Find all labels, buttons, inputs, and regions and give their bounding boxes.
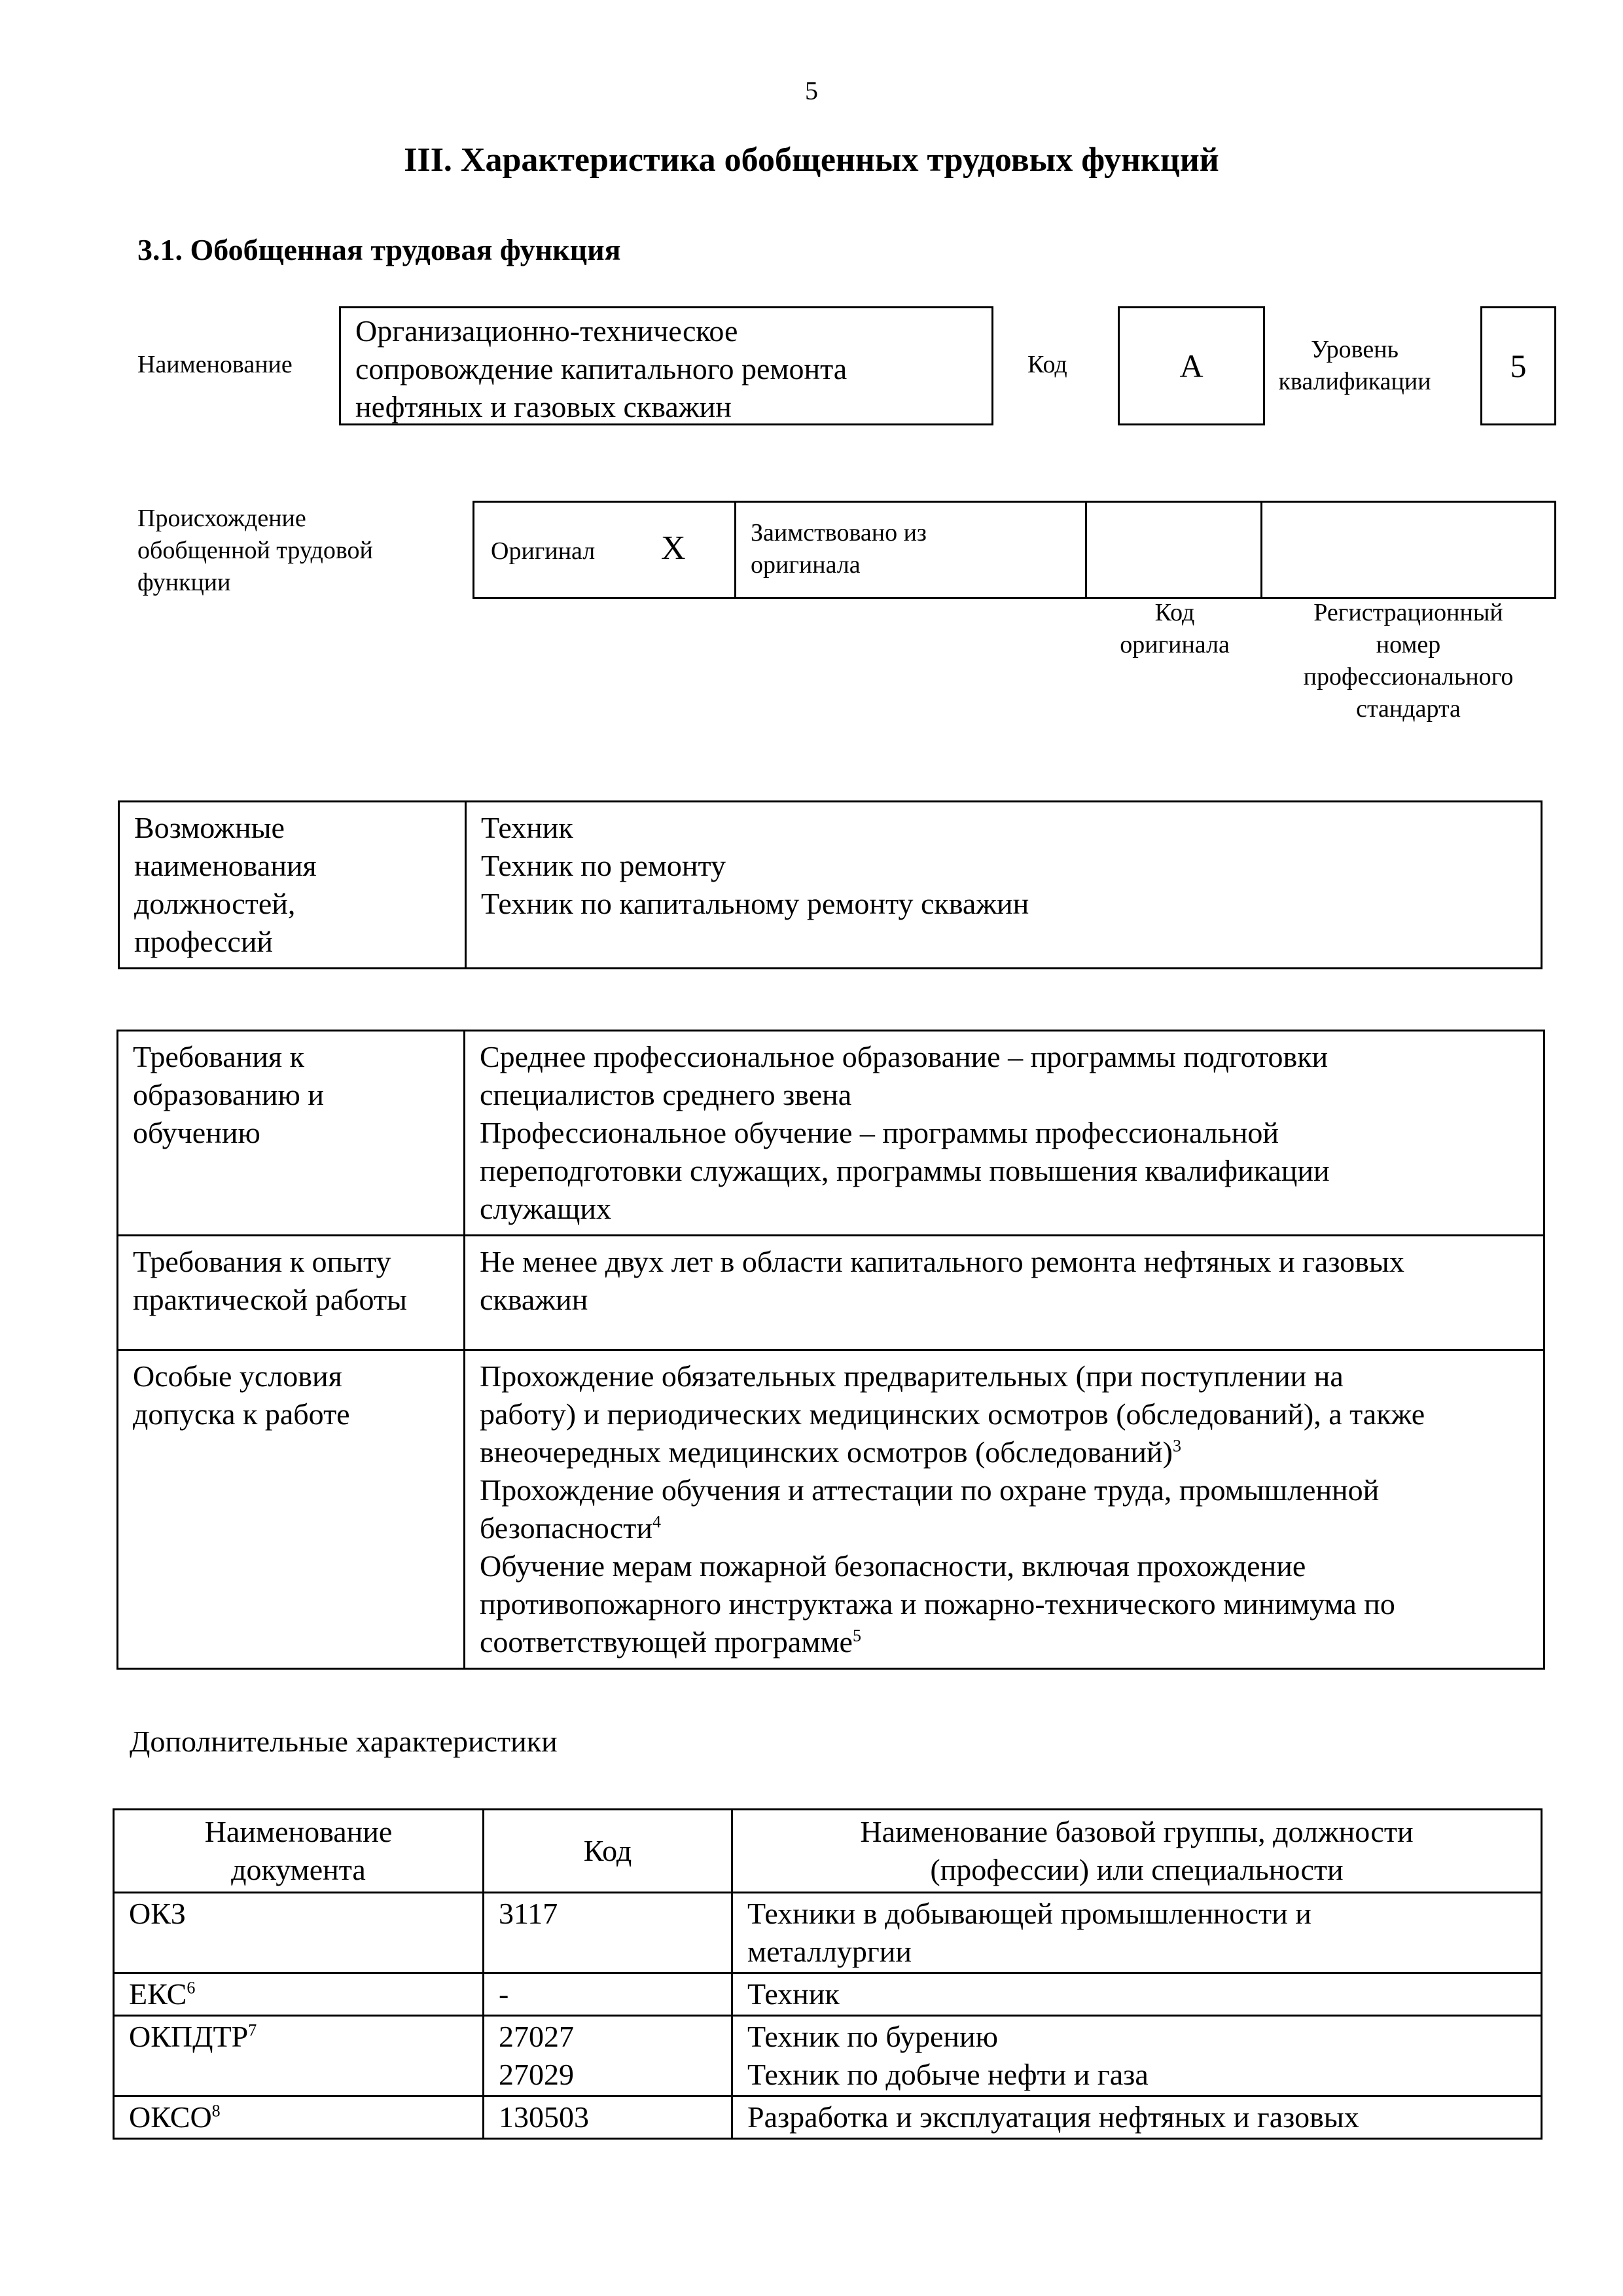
header-line: Наименование — [204, 1815, 393, 1848]
caption-line: Код — [1154, 599, 1195, 626]
value-line: противопожарного инструктажа и пожарно-технического минимума по — [480, 1587, 1395, 1621]
requirement-label — [118, 1350, 465, 1669]
header-doc — [114, 1810, 484, 1893]
table-header-row — [114, 1810, 1542, 1893]
code-value: А — [1118, 306, 1265, 425]
header-line: документа — [231, 1853, 366, 1886]
borrowed-cell — [736, 503, 1087, 597]
name-cell: Техник — [732, 1973, 1542, 2016]
label-line: практической работы — [133, 1283, 407, 1316]
code-label: Код — [1027, 351, 1067, 378]
positions-label-line: профессий — [134, 925, 274, 958]
value-line: соответствующей программе — [480, 1625, 853, 1659]
borrowed-label-line: оригинала — [751, 551, 861, 579]
caption-line: оригинала — [1120, 631, 1230, 658]
doc-cell: ОКЗ — [114, 1893, 484, 1973]
footnote-ref: 4 — [652, 1512, 662, 1532]
reg-number-caption — [1260, 597, 1556, 725]
position-item: Техник по ремонту — [481, 849, 726, 882]
table-row — [118, 1031, 1544, 1236]
caption-line: профессионального — [1303, 663, 1514, 691]
name-cell: Разработка и эксплуатация нефтяных и газовых — [732, 2096, 1542, 2139]
origin-label-line: обобщенной трудовой — [137, 537, 373, 564]
table-row — [114, 1893, 1542, 1973]
table-row — [114, 1973, 1542, 2016]
label-line: Требования к — [133, 1040, 304, 1073]
requirement-label — [118, 1236, 465, 1350]
position-item: Техник — [481, 811, 573, 844]
level-label-line: Уровень — [1311, 336, 1399, 363]
code-original-cell — [1087, 503, 1262, 597]
footnote-ref: 5 — [852, 1626, 861, 1645]
subsection-title: 3.1. Обобщенная трудовая функция — [137, 233, 621, 266]
caption-line: Регистрационный — [1313, 599, 1503, 626]
origin-label-line: функции — [137, 569, 231, 596]
reg-number-cell — [1262, 503, 1554, 597]
level-label — [1270, 334, 1440, 398]
additional-title: Дополнительные характеристики — [130, 1725, 558, 1758]
label-line: Требования к опыту — [133, 1245, 391, 1278]
positions-list — [466, 802, 1542, 969]
caption-line: стандарта — [1356, 695, 1461, 723]
header-line: Наименование базовой группы, должности — [860, 1815, 1414, 1848]
name-cell: Техник по бурению Техник по добыче нефти и газа — [732, 2016, 1542, 2096]
positions-label-line: должностей, — [134, 887, 296, 920]
level-label-line: квалификации — [1278, 368, 1431, 395]
header-line: (профессии) или специальности — [930, 1853, 1344, 1886]
function-name-line: Организационно-техническое — [355, 314, 738, 348]
function-name-box — [339, 306, 993, 425]
label-line: допуска к работе — [133, 1397, 350, 1431]
requirement-value — [465, 1236, 1544, 1350]
name-label: Наименование — [137, 351, 293, 378]
additional-table — [113, 1808, 1543, 2140]
label-line: обучению — [133, 1116, 260, 1149]
requirements-table — [116, 1030, 1545, 1670]
positions-label-line: Возможные — [134, 811, 285, 844]
page-number: 5 — [805, 76, 818, 105]
origin-label-line: Происхождение — [137, 505, 306, 532]
doc-cell: ЕКС$^6$ — [114, 1973, 484, 2016]
level-value: 5 — [1480, 306, 1556, 425]
table-row — [118, 1236, 1544, 1350]
positions-label-line: наименования — [134, 849, 317, 882]
table-row — [114, 2096, 1542, 2139]
doc-cell: ОКПДТР$^7$ — [114, 2016, 484, 2096]
value-line: скважин — [480, 1283, 588, 1316]
origin-table — [473, 501, 1556, 599]
footnote-ref: 3 — [1173, 1436, 1181, 1456]
original-cell — [474, 503, 736, 597]
value-line: Не менее двух лет в области капитального ремонта нефтяных и газовых — [480, 1245, 1404, 1278]
function-name-line: нефтяных и газовых скважин — [355, 390, 732, 423]
value-line: Прохождение обязательных предварительных (при поступлении на — [480, 1359, 1344, 1393]
value-line: Среднее профессиональное образование – программы подготовки — [480, 1040, 1329, 1073]
requirement-value — [465, 1350, 1544, 1669]
requirement-value — [465, 1031, 1544, 1236]
value-line: Прохождение обучения и аттестации по охране труда, промышленной — [480, 1473, 1380, 1507]
header-group — [732, 1810, 1542, 1893]
value-line: Обучение мерам пожарной безопасности, включая прохождение — [480, 1549, 1306, 1583]
value-line: работу) и периодических медицинских осмотров (обследований), а также — [480, 1397, 1425, 1431]
code-cell: 27027 27029 — [484, 2016, 732, 2096]
function-name-line: сопровождение капитального ремонта — [355, 352, 847, 386]
requirement-label — [118, 1031, 465, 1236]
table-row — [114, 2016, 1542, 2096]
label-line: Особые условия — [133, 1359, 342, 1393]
positions-label — [119, 802, 466, 969]
position-item: Техник по капитальному ремонту скважин — [481, 887, 1029, 920]
value-line: переподготовки служащих, программы повышения квалификации — [480, 1154, 1330, 1187]
positions-table — [118, 800, 1543, 969]
value-line: Профессиональное обучение – программы профессиональной — [480, 1116, 1279, 1149]
caption-line: номер — [1376, 631, 1441, 658]
original-label: Оригинал — [491, 537, 596, 565]
name-cell: Техники в добывающей промышленности и металлургии — [732, 1893, 1542, 1973]
code-original-caption — [1086, 597, 1263, 661]
code-cell: 3117 — [484, 1893, 732, 1973]
value-line: специалистов среднего звена — [480, 1078, 852, 1111]
code-cell: - — [484, 1973, 732, 2016]
value-line: внеочередных медицинских осмотров (обследований) — [480, 1435, 1173, 1469]
section-title: III. Характеристика обобщенных трудовых функций — [404, 141, 1219, 179]
value-line: безопасности — [480, 1511, 653, 1545]
original-mark: X — [661, 529, 686, 567]
borrowed-label-line: Заимствовано из — [751, 519, 927, 547]
table-row — [118, 1350, 1544, 1669]
code-cell: 130503 — [484, 2096, 732, 2139]
origin-label — [137, 503, 373, 599]
header-code: Код — [484, 1810, 732, 1893]
value-line: служащих — [480, 1192, 612, 1225]
doc-cell: ОКСО$^8$ — [114, 2096, 484, 2139]
label-line: образованию и — [133, 1078, 324, 1111]
